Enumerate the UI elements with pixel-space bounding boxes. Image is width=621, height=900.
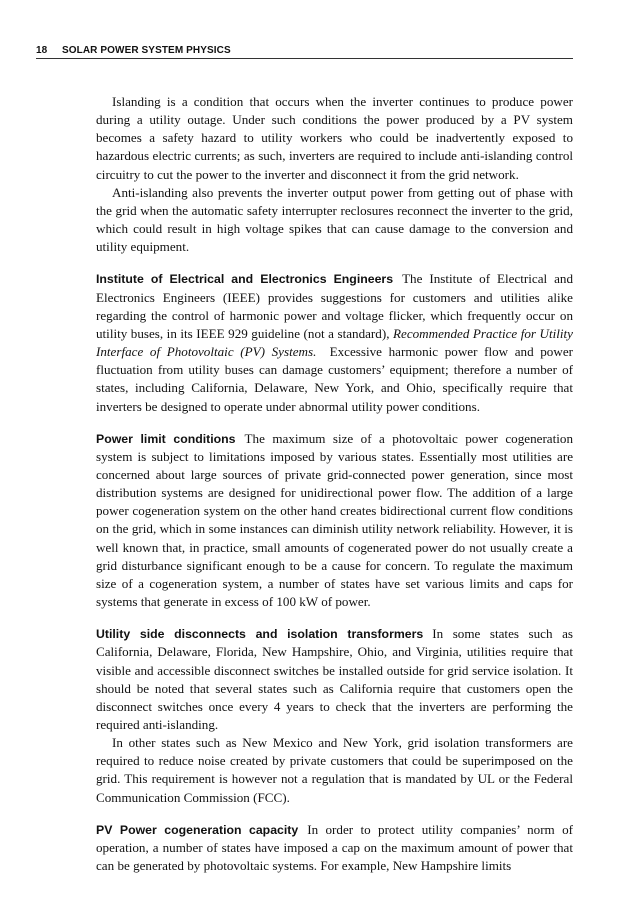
section-power-limit bbox=[96, 430, 573, 612]
ieee-guideline-title: Recommended Practice for Utility Interface of Photovoltaic (PV) Systems. bbox=[96, 325, 573, 360]
running-title: SOLAR POWER SYSTEM PHYSICS bbox=[62, 45, 231, 56]
utility-side-text: In some states such as California, Delaware, Florida, New Hampshire, Ohio, and Virginia, utilities require that visible and accessible disconnect switches be installed outside for grid service isolation. It should be noted that several states such as California require that customers open the disconnect switches once every 4 years to check that the inverters are performing the required anti-islanding. bbox=[96, 626, 573, 732]
section-heading-power-limit: Power limit conditions bbox=[96, 431, 236, 446]
section-pv-capacity bbox=[96, 821, 573, 875]
section-heading-ieee: Institute of Electrical and Electronics Engineers bbox=[96, 272, 394, 287]
paragraph-other-states: In other states such as New Mexico and New York, grid isolation transformers are required to reduce noise created by private customers that could be superimposed on the grid. This requirement is however not a regulation that is mandated by UL or the Federal Communication Commission (FCC). bbox=[96, 735, 573, 805]
paragraph-islanding: Islanding is a condition that occurs when the inverter continues to produce power during a utility outage. Under such conditions the power produced by a PV system becomes a safety hazard to utility workers who could be inadvertently exposed to hazardous electric currents; as such, inverters are required to include anti-islanding control circuitry to cut the power to the inverter and disconnect it from the grid network. bbox=[96, 94, 573, 182]
power-limit-text: The maximum size of a photovoltaic power cogeneration system is subject to limitations imposed by various states. Essentially most utilities are concerned about large sources of private grid-connected power generation, since most distribution systems are designed for unidirectional power flow. The addition of a large power cogeneration system on the other hand creates bidirectional current flow conditions on the grid, which in some instances can diminish utility network reliability. However, it is well known that, in practice, small amounts of cogenerated power do not usually create a grid disturbance significant enough to be a cause for concern. To regulate the maximum size of a cogeneration system, a number of states have set various limits and caps for systems that generate in excess of 100 kW of power. bbox=[96, 430, 573, 610]
section-ieee bbox=[96, 270, 573, 415]
header-rule bbox=[36, 58, 573, 59]
page-number: 18 bbox=[36, 45, 48, 56]
section-heading-pv-capacity: PV Power cogeneration capacity bbox=[96, 822, 299, 837]
running-header bbox=[36, 45, 573, 59]
ieee-text-after: Excessive harmonic power flow and power fluctuation from utility buses can damage customers’ equipment; therefore a number of states, including California, Delaware, New York, and Ohio, specifically require that inverters be designed to operate under abnormal utility power conditions. bbox=[96, 344, 573, 414]
paragraph-anti-islanding: Anti-islanding also prevents the inverter output power from getting out of phase with the grid when the automatic safety interrupter reclosures reconnect the inverter to the grid, which could result in high voltage spikes that can cause damage to the conversion and utility equipment. bbox=[96, 184, 573, 255]
pv-capacity-text: In order to protect utility companies’ norm of operation, a number of states have imposed a cap on the maximum amount of power that can be generated by photovoltaic systems. For example, New Hampshire limits bbox=[96, 821, 573, 874]
section-heading-utility-side: Utility side disconnects and isolation transformers bbox=[96, 627, 424, 642]
body-text bbox=[96, 93, 573, 875]
ieee-text-before: The Institute of Electrical and Electronics Engineers (IEEE) provides suggestions for customers and utilities alike regarding the control of harmonic power and voltage flicker, which frequently occur on utility buses, in its IEEE 929 guideline (not a standard), bbox=[96, 271, 573, 341]
section-utility-side bbox=[96, 625, 573, 734]
